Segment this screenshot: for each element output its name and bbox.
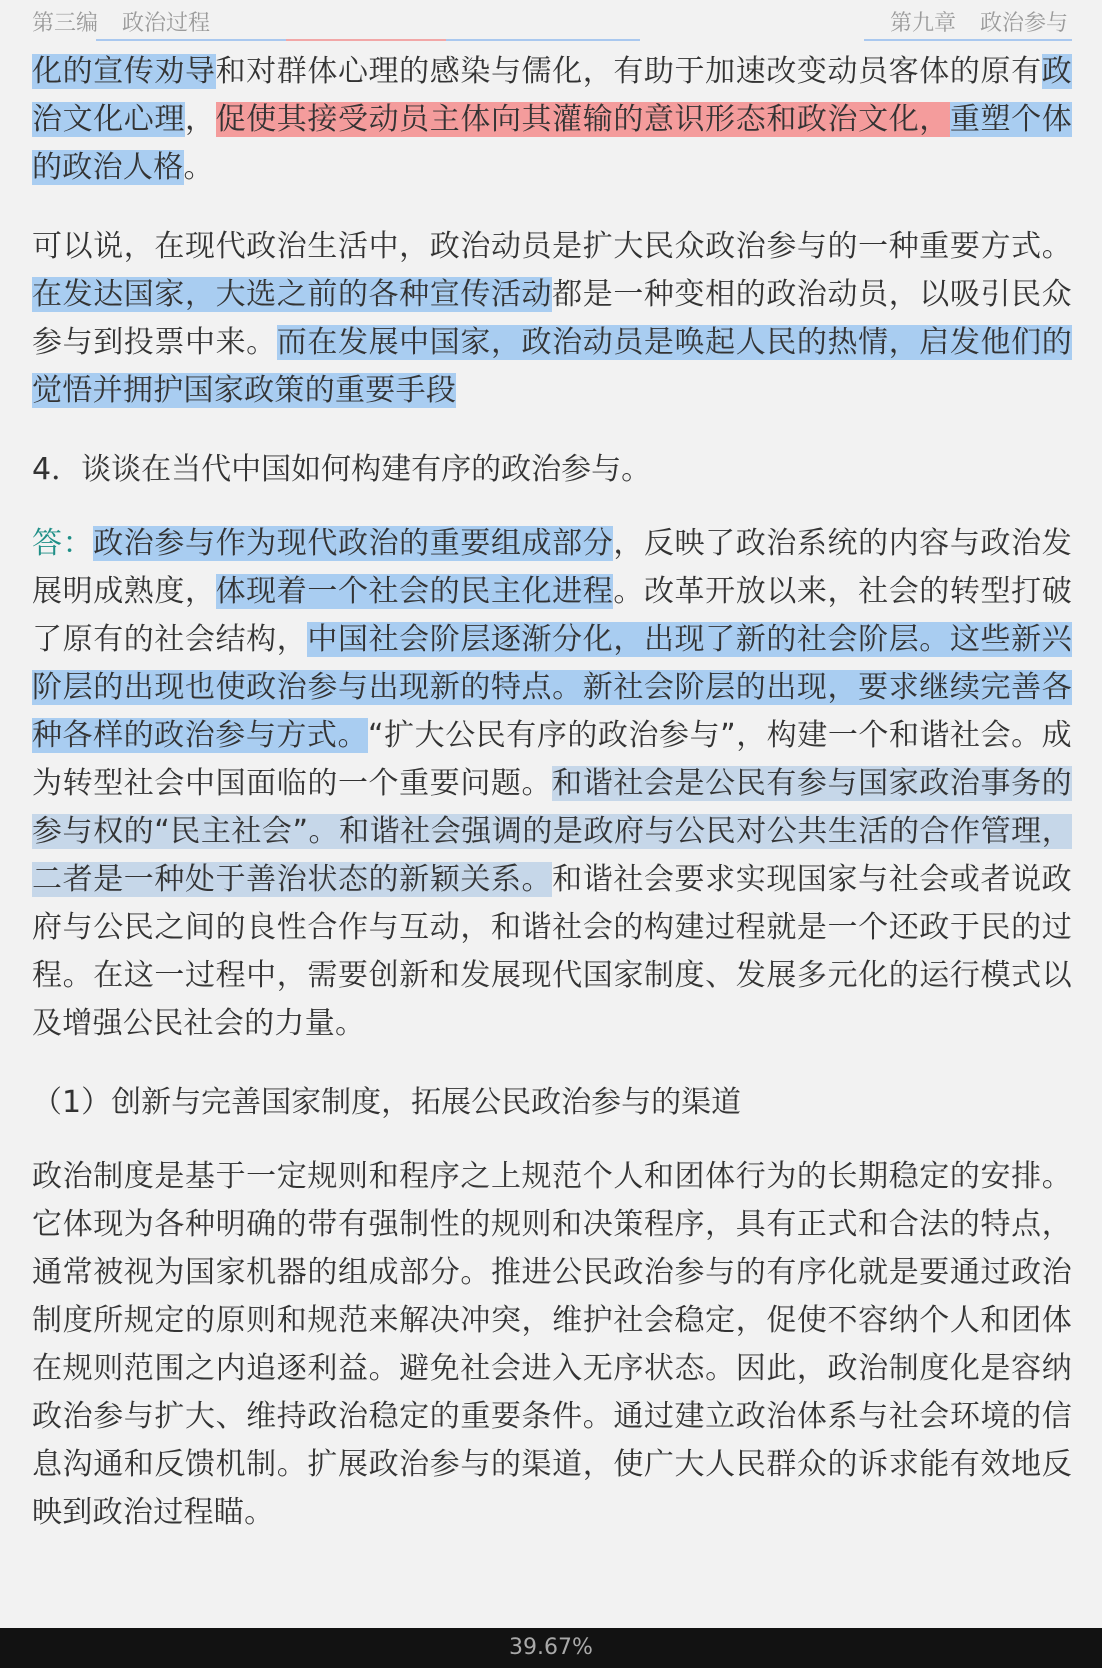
reading-progress-bar [0, 1628, 1102, 1668]
text-run: 。改革开放以来，社会的转型打破了原有的社会结构， [32, 574, 1072, 657]
text-run: 都是一种变相的政治动员，以吸引民众参与到投票中来。 [32, 277, 1072, 360]
text-run: “扩大公民有序的政治参与”，构建一个和谐社会。成为转型社会中国面临的一个重要问题。 [32, 718, 1072, 801]
question-heading: 4．谈谈在当代中国如何构建有序的政治参与。 [32, 452, 652, 487]
text-run: 可以说，在现代政治生活中，政治动员是扩大民众政治参与的一种重要方式。 [32, 229, 1072, 264]
highlight-blue[interactable]: 在发达国家，大选之前的各种宣传活动 [32, 277, 553, 312]
text-run: 和对群体心理的感染与儒化，有助于加速改变动员客体的原有 [215, 54, 1042, 89]
text-run: ，反映了政治系统的内容与政治发展明成熟度， [32, 526, 1072, 609]
text-run: ， [184, 102, 216, 137]
highlight-blue[interactable]: 政治参与作为现代政治的重要组成部分 [93, 526, 614, 561]
book-content[interactable] [32, 48, 1072, 1537]
paragraph[interactable] [32, 223, 1072, 415]
highlight-blue[interactable]: 政治文化心理 [32, 54, 1072, 137]
header-chapter-title: 政治参与 [979, 11, 1068, 36]
subheading: （1）创新与完善国家制度，拓展公民政治参与的渠道 [32, 1085, 742, 1120]
highlight-red[interactable]: 促使其接受动员主体向其灌输的意识形态和政治文化， [215, 102, 950, 137]
header-chapter: 第九章 [889, 11, 956, 36]
answer-paragraph[interactable] [32, 520, 1072, 1048]
highlight-blue[interactable]: 而在发展中国家，政治动员是唤起人民的热情，启发他们的觉悟并拥护国家政策的重要手段 [32, 325, 1072, 408]
header-left [32, 6, 210, 37]
header-highlight-marker [286, 39, 446, 41]
header-right [890, 6, 1068, 37]
paragraph[interactable] [32, 48, 1072, 192]
highlight-blue[interactable]: 重塑个体的政治人格 [32, 102, 1072, 185]
text-run: 和谐社会要求实现国家与社会或者说政府与公民之间的良性合作与互动，和谐社会的构建过程就是一个还政于民的过程。在这一过程中，需要创新和发展现代国家制度、发展多元化的运行模式以及增强公民社会的力量。 [32, 862, 1072, 1041]
header-part: 第三编 [32, 11, 99, 36]
answer-label: 答： [32, 526, 94, 561]
highlight-gray[interactable]: 和谐社会是公民有参与国家政治事务的参与权的“民主社会”。和谐社会强调的是政府与公民对公共生活的合作管理，二者是一种处于善治状态的新颖关系。 [32, 766, 1072, 897]
highlight-blue[interactable]: 化的宣传劝导 [32, 54, 216, 89]
progress-percent: 39.67% [509, 1635, 593, 1660]
header-highlight-marker [96, 39, 286, 41]
header-part-title: 政治过程 [122, 11, 211, 36]
header-highlight-marker [446, 39, 640, 41]
text-run: 。 [183, 150, 214, 185]
running-header [0, 0, 1102, 40]
highlight-blue[interactable]: 体现着一个社会的民主化进程 [215, 574, 614, 609]
highlight-blue[interactable]: 中国社会阶层逐渐分化，出现了新的社会阶层。这些新兴阶层的出现也使政治参与出现新的特点。新社会阶层的出现，要求继续完善各种各样的政治参与方式。 [32, 622, 1072, 753]
paragraph[interactable]: 政治制度是基于一定规则和程序之上规范个人和团体行为的长期稳定的安排。它体现为各种明确的带有强制性的规则和决策程序，具有正式和合法的特点，通常被视为国家机器的组成部分。推进公民政治参与的有序化就是要通过政治制度所规定的原则和规范来解决冲突，维护社会稳定，促使不容纳个人和团体在规则范围之内追逐利益。避免社会进入无序状态。因此，政治制度化是容纳政治参与扩大、维持政治稳定的重要条件。通过建立政治体系与社会环境的信息沟通和反馈机制。扩展政治参与的渠道，使广大人民群众的诉求能有效地反映到政治过程瞄。 [32, 1159, 1072, 1530]
header-highlight-marker [864, 39, 1072, 41]
